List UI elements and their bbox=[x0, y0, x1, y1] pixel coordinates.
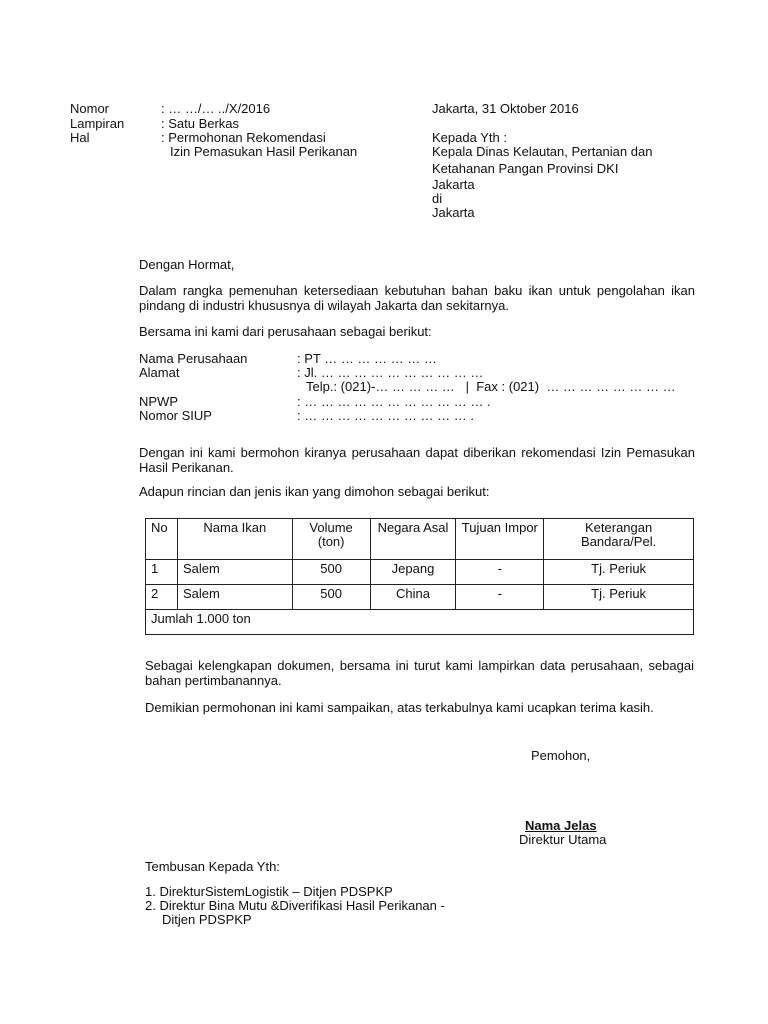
company-address-label: Alamat bbox=[139, 365, 180, 380]
fish-table bbox=[145, 518, 694, 635]
table-header-cell: Volume (ton) bbox=[292, 519, 370, 560]
hal-value: : Permohonan Rekomendasi bbox=[161, 130, 326, 145]
table-cell: Salem bbox=[177, 560, 292, 585]
paragraph-attachments: Sebagai kelengkapan dokumen, bersama ini turut kami lampirkan data perusahaan, sebagai bahan pertimbanannya. bbox=[145, 658, 694, 688]
company-npwp-value: : … … … … … … … … … … … . bbox=[297, 394, 491, 409]
table-cell: Salem bbox=[177, 585, 292, 610]
recipient-line-5: Jakarta bbox=[432, 205, 475, 220]
table-row bbox=[146, 585, 694, 610]
tembusan-item-1: 1. DirekturSistemLogistik – Ditjen PDSPKP bbox=[145, 884, 393, 899]
table-header-cell: Tujuan Impor bbox=[456, 519, 544, 560]
company-npwp-label: NPWP bbox=[139, 394, 178, 409]
nomor-label: Nomor bbox=[70, 101, 110, 116]
table-total-row bbox=[146, 610, 694, 635]
company-name-label: Nama Perusahaan bbox=[139, 351, 248, 366]
nomor-value: : … …/… ../X/2016 bbox=[161, 101, 271, 116]
salutation: Dengan Hormat, bbox=[139, 257, 235, 272]
table-cell: Tj. Periuk bbox=[544, 585, 694, 610]
table-header-cell: No bbox=[146, 519, 178, 560]
table-row bbox=[146, 560, 694, 585]
table-total-cell: Jumlah 1.000 ton bbox=[146, 610, 694, 635]
table-cell: 500 bbox=[292, 560, 370, 585]
lampiran-value: : Satu Berkas bbox=[161, 116, 240, 131]
table-cell: Jepang bbox=[370, 560, 456, 585]
tembusan-item-2: 2. Direktur Bina Mutu &Diverifikasi Hasil Perikanan - bbox=[145, 898, 445, 913]
recipient-line-4: di bbox=[432, 191, 443, 206]
lampiran-label: Lampiran bbox=[70, 116, 125, 131]
signer-title: Direktur Utama bbox=[519, 832, 607, 847]
recipient-line-3: Jakarta bbox=[432, 177, 475, 192]
paragraph-details-intro: Adapun rincian dan jenis ikan yang dimohon sebagai berikut: bbox=[139, 484, 490, 499]
table-cell: Tj. Periuk bbox=[544, 560, 694, 585]
company-name-value: : PT … … … … … … … bbox=[297, 351, 437, 366]
table-cell: - bbox=[456, 560, 544, 585]
tembusan-title: Tembusan Kepada Yth: bbox=[145, 859, 280, 874]
table-header-cell: Keterangan Bandara/Pel. bbox=[544, 519, 694, 560]
paragraph-request: Dengan ini kami bermohon kiranya perusahaan dapat diberikan rekomendasi Izin Pemasukan Hasil Perikanan. bbox=[139, 445, 695, 475]
paragraph-company-intro: Bersama ini kami dari perusahaan sebagai berikut: bbox=[139, 324, 432, 339]
table-cell: 500 bbox=[292, 585, 370, 610]
tembusan-item-2-cont: Ditjen PDSPKP bbox=[162, 912, 252, 927]
company-address-value: : Jl. … … … … … … … … … … bbox=[297, 365, 484, 380]
hal-value-line2: Izin Pemasukan Hasil Perikanan bbox=[170, 144, 358, 159]
table-cell: - bbox=[456, 585, 544, 610]
paragraph-closing: Demikian permohonan ini kami sampaikan, atas terkabulnya kami ucapkan terima kasih. bbox=[145, 700, 654, 715]
table-header-row bbox=[146, 519, 694, 560]
table-header-cell: Negara Asal bbox=[370, 519, 456, 560]
hal-label: Hal bbox=[70, 130, 90, 145]
table-cell: China bbox=[370, 585, 456, 610]
company-siup-label: Nomor SIUP bbox=[139, 408, 212, 423]
place-date: Jakarta, 31 Oktober 2016 bbox=[432, 101, 579, 116]
table-cell: 1 bbox=[146, 560, 178, 585]
table-cell: 2 bbox=[146, 585, 178, 610]
company-siup-value: : … … … … … … … … … … . bbox=[297, 408, 474, 423]
company-phone-fax: Telp.: (021)-… … … … … | Fax : (021) … … … … … … … … bbox=[306, 379, 676, 394]
signer-name: Nama Jelas bbox=[525, 818, 597, 833]
paragraph-intro: Dalam rangka pemenuhan ketersediaan kebutuhan bahan baku ikan untuk pengolahan ikan pindang di industri khususnya di wilayah Jakarta dan sekitarnya. bbox=[139, 283, 695, 313]
pemohon-label: Pemohon, bbox=[531, 748, 591, 763]
recipient-line-1: Kepala Dinas Kelautan, Pertanian dan bbox=[432, 144, 653, 159]
table-header-cell: Nama Ikan bbox=[177, 519, 292, 560]
recipient-line-2: Ketahanan Pangan Provinsi DKI bbox=[432, 161, 619, 176]
kepada-yth: Kepada Yth : bbox=[432, 130, 507, 145]
